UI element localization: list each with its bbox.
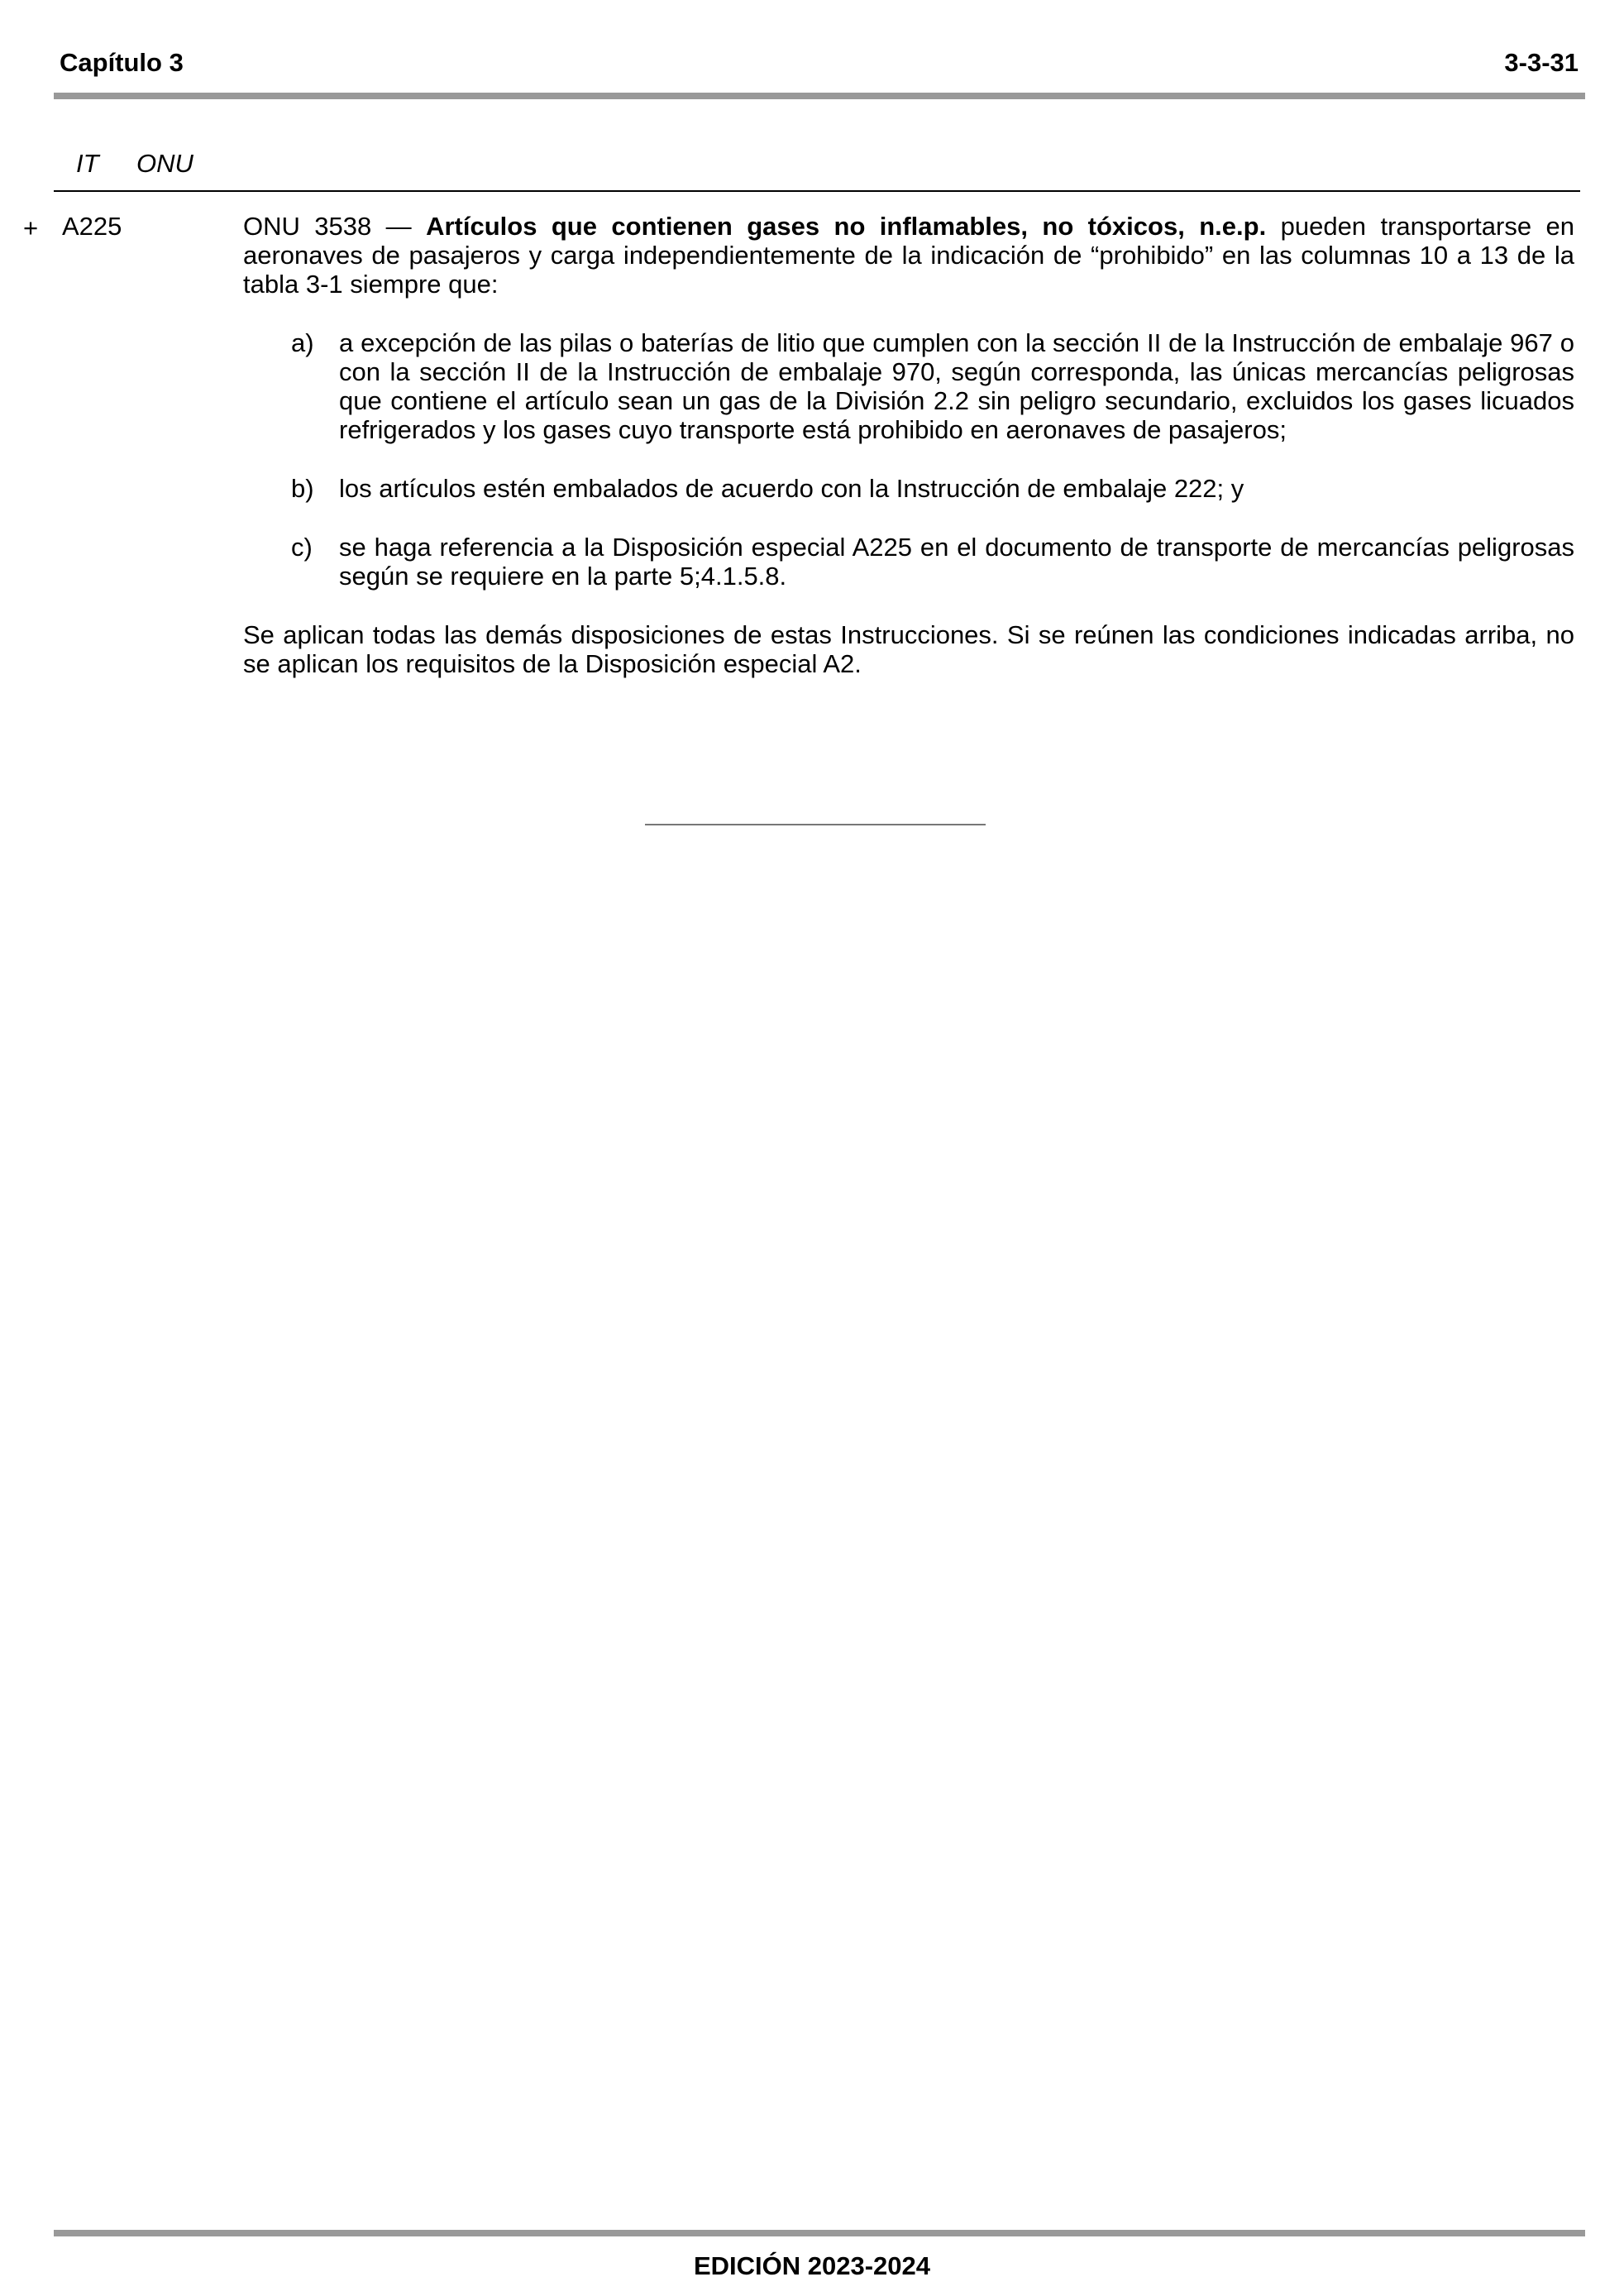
section-end-rule	[645, 824, 986, 825]
column-header-it: IT	[76, 149, 99, 178]
column-header-onu: ONU	[136, 149, 193, 178]
list-item	[243, 474, 1574, 503]
footer-rule	[54, 2230, 1585, 2236]
intro-rest: pueden transportarse en aeronaves de pasajeros y carga independientemente de la indicación de “prohibido” en las columnas 10 a 13 de la tabla 3-1 siempre que:	[243, 212, 1574, 299]
list-item	[243, 328, 1574, 444]
change-mark: +	[23, 213, 39, 242]
chapter-title: Capítulo 3	[60, 48, 184, 77]
provision-body	[243, 212, 1574, 678]
list-marker: a)	[291, 328, 314, 357]
list-item	[243, 533, 1574, 591]
provision-intro	[243, 212, 1574, 299]
list-item-text: los artículos estén embalados de acuerdo con la Instrucción de embalaje 222; y	[339, 474, 1244, 503]
edition-footer: EDICIÓN 2023-2024	[693, 2251, 931, 2280]
column-headers	[76, 149, 193, 179]
column-header-rule	[54, 190, 1580, 192]
provision-code: A225	[62, 212, 122, 241]
closing-paragraph: Se aplican todas las demás disposiciones de estas Instrucciones. Si se reúnen las condiciones indicadas arriba, no se aplican los requisitos de la Disposición especial A2.	[243, 620, 1574, 678]
list-item-text: se haga referencia a la Disposición especial A225 en el documento de transporte de mercancías peligrosas según se requiere en la parte 5;4.1.5.8.	[339, 533, 1574, 591]
intro-prefix: ONU 3538 —	[243, 212, 427, 241]
page-number: 3-3-31	[1504, 48, 1579, 77]
list-item-text: a excepción de las pilas o baterías de litio que cumplen con la sección II de la Instrucción de embalaje 967 o con la sección II de la Instrucción de embalaje 970, según corresponda, las únicas mercancías peligrosas que contiene el artículo sean un gas de la División 2.2 sin peligro secundario, excluidos los gases licuados refrigerados y los gases cuyo transporte está prohibido en aeronaves de pasajeros;	[339, 328, 1574, 444]
list-marker: c)	[291, 533, 313, 562]
intro-bold-title: Artículos que contienen gases no inflamables, no tóxicos, n.e.p.	[426, 212, 1267, 241]
list-marker: b)	[291, 474, 314, 503]
header-rule	[54, 93, 1585, 99]
